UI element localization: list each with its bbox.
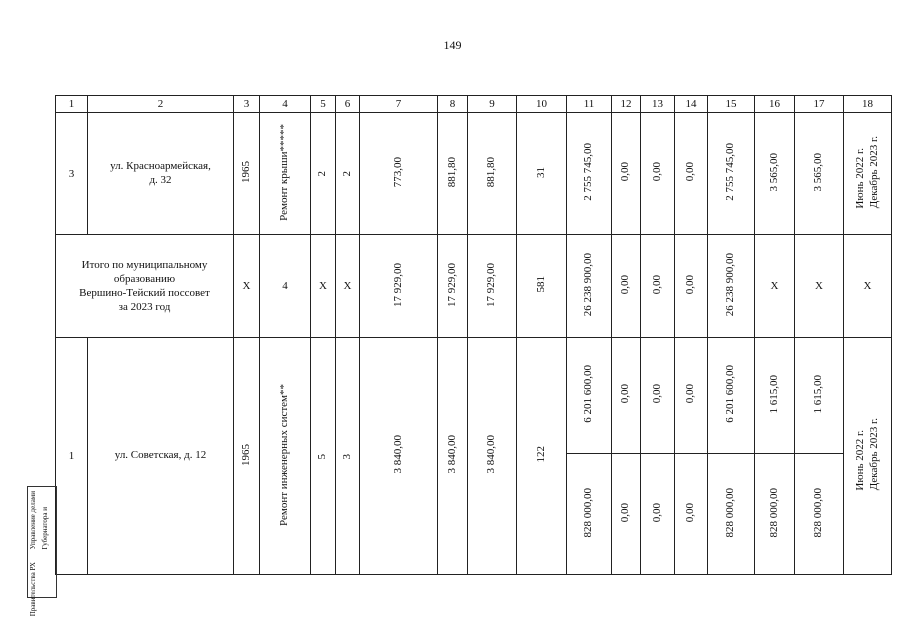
value-5: 2	[316, 171, 329, 177]
cell-13	[641, 454, 675, 575]
cell-17	[795, 454, 844, 575]
value-11: 26 238 900,00	[582, 252, 595, 317]
cell-8	[438, 338, 468, 575]
column-number-row	[56, 96, 892, 113]
col-header-3: 3	[234, 96, 260, 113]
value-10: 122	[534, 446, 547, 463]
cell-7	[360, 235, 438, 338]
cell-6	[336, 113, 360, 235]
cell-16	[755, 454, 795, 575]
work-type-value: Ремонт крыши*****	[278, 123, 291, 221]
cell-12	[612, 338, 641, 454]
value-9: 3 840,00	[485, 435, 498, 474]
cell-6	[336, 338, 360, 575]
cell-15	[708, 235, 755, 338]
col-header-11: 11	[567, 96, 612, 113]
work-type-value: Ремонт инженерных систем**	[278, 383, 291, 526]
cell-11	[567, 338, 612, 454]
cell-14	[675, 235, 708, 338]
year-value: 1965	[239, 161, 252, 183]
cell-16: X	[755, 235, 795, 338]
value-14: 0,00	[684, 274, 697, 295]
cell-14	[675, 454, 708, 575]
col-header-2: 2	[88, 96, 234, 113]
year-value: 1965	[239, 443, 252, 466]
col-header-7: 7	[360, 96, 438, 113]
cell-15	[708, 338, 755, 454]
cell-7	[360, 113, 438, 235]
cell-12	[612, 113, 641, 235]
total-label-line: Итого по муниципальному	[81, 258, 208, 271]
row-number: 3	[56, 113, 88, 235]
col-header-4: 4	[260, 96, 311, 113]
value-15: 2 755 745,00	[724, 143, 737, 201]
cell-9	[468, 113, 517, 235]
table-row	[56, 338, 892, 454]
col-header-16: 16	[755, 96, 795, 113]
value-5: 5	[316, 453, 329, 459]
col-header-12: 12	[612, 96, 641, 113]
value-7: 3 840,00	[391, 435, 404, 474]
total-label-line: образованию	[113, 272, 176, 285]
value-10: 581	[534, 276, 547, 293]
col-header-9: 9	[468, 96, 517, 113]
col-header-1: 1	[56, 96, 88, 113]
value-12: 0,00	[619, 502, 632, 523]
period-cell	[844, 338, 892, 575]
cell-8	[438, 235, 468, 338]
page-number: 149	[443, 38, 462, 52]
cell-6: X	[336, 235, 360, 338]
cell-10	[517, 235, 567, 338]
cell-17: X	[795, 235, 844, 338]
cell-11	[567, 235, 612, 338]
value-15: 828 000,00	[724, 487, 737, 538]
address-line: ул. Красноармейская,	[110, 159, 211, 172]
value-13: 0,00	[650, 162, 663, 182]
value-13: 0,00	[650, 384, 663, 404]
value-17: 1 615,00	[812, 374, 825, 414]
cell-5: X	[311, 235, 336, 338]
table-row	[56, 113, 892, 235]
year-cell	[234, 338, 260, 575]
address-line: д. 32	[149, 173, 172, 186]
total-label-line: Вершино-Тейский поссовет	[79, 287, 210, 299]
period-end: Декабрь 2023 г.	[867, 135, 880, 209]
value-10: 31	[534, 166, 547, 178]
cell-14	[675, 113, 708, 235]
value-12: 0,00	[619, 274, 632, 295]
value-7: 17 929,00	[391, 262, 404, 307]
value-17: 828 000,00	[812, 487, 825, 538]
col-header-13: 13	[641, 96, 675, 113]
stamp-line: Правительства РХ	[29, 562, 37, 617]
period-cell	[844, 113, 892, 235]
address-line: ул. Советская, д. 12	[114, 449, 207, 462]
cell-11	[567, 454, 612, 575]
value-8: 17 929,00	[445, 262, 458, 307]
value-11: 828 000,00	[582, 487, 595, 538]
cell-3: X	[234, 235, 260, 338]
value-11: 2 755 745,00	[582, 143, 595, 201]
value-7: 773,00	[391, 156, 404, 188]
cell-15	[708, 454, 755, 575]
cell-10	[517, 113, 567, 235]
value-6: 2	[340, 171, 353, 177]
cell-13	[641, 113, 675, 235]
cell-13	[641, 338, 675, 454]
col-header-5: 5	[311, 96, 336, 113]
value-15: 26 238 900,00	[724, 252, 737, 317]
cell-10	[517, 338, 567, 575]
cell-11	[567, 113, 612, 235]
value-9: 881,80	[485, 156, 498, 188]
cell-12	[612, 454, 641, 575]
value-17: 3 565,00	[812, 152, 825, 192]
period-start: Июнь 2022 г.	[853, 147, 866, 209]
value-14: 0,00	[684, 384, 697, 404]
cell-9	[468, 235, 517, 338]
value-15: 6 201 600,00	[724, 365, 737, 423]
value-8: 3 840,00	[445, 435, 458, 474]
work-type-cell	[260, 338, 311, 575]
stamp-line: Губернатора и	[40, 506, 49, 550]
period-start: Июнь 2022 г.	[853, 430, 866, 491]
value-6: 3	[340, 453, 353, 459]
approval-stamp	[27, 486, 57, 617]
cell-17	[795, 338, 844, 454]
total-label-line: за 2023 год	[118, 301, 171, 314]
value-12: 0,00	[619, 384, 632, 404]
table-row-total	[56, 235, 892, 338]
cell-18: X	[844, 235, 892, 338]
col-header-10: 10	[517, 96, 567, 113]
stamp-line: Управление делами	[29, 491, 37, 550]
value-12: 0,00	[619, 162, 632, 182]
address-cell	[88, 338, 234, 575]
work-type-cell	[260, 113, 311, 235]
value-13: 0,00	[650, 274, 663, 295]
cell-16	[755, 113, 795, 235]
cell-16	[755, 338, 795, 454]
repair-program-table	[55, 95, 880, 571]
year-cell	[234, 113, 260, 235]
cell-14	[675, 338, 708, 454]
cell-5	[311, 113, 336, 235]
cell-5	[311, 338, 336, 575]
col-header-6: 6	[336, 96, 360, 113]
cell-13	[641, 235, 675, 338]
cell-4: 4	[260, 235, 311, 338]
value-14: 0,00	[684, 162, 697, 182]
value-14: 0,00	[684, 502, 697, 523]
col-header-17: 17	[795, 96, 844, 113]
cell-9	[468, 338, 517, 575]
cell-15	[708, 113, 755, 235]
value-16: 828 000,00	[767, 487, 780, 538]
value-16: 1 615,00	[767, 374, 780, 414]
col-header-18: 18	[844, 96, 892, 113]
value-8: 881,80	[445, 156, 458, 188]
value-13: 0,00	[650, 502, 663, 523]
cell-17	[795, 113, 844, 235]
col-header-8: 8	[438, 96, 468, 113]
col-header-14: 14	[675, 96, 708, 113]
cell-12	[612, 235, 641, 338]
cell-7	[360, 338, 438, 575]
col-header-15: 15	[708, 96, 755, 113]
period-end: Декабрь 2023 г.	[867, 418, 880, 491]
cell-8	[438, 113, 468, 235]
value-11: 6 201 600,00	[582, 365, 595, 423]
total-label-cell	[56, 235, 234, 338]
value-16: 3 565,00	[767, 152, 780, 192]
row-number: 1	[56, 338, 88, 575]
address-cell	[88, 113, 234, 235]
value-9: 17 929,00	[485, 262, 498, 307]
